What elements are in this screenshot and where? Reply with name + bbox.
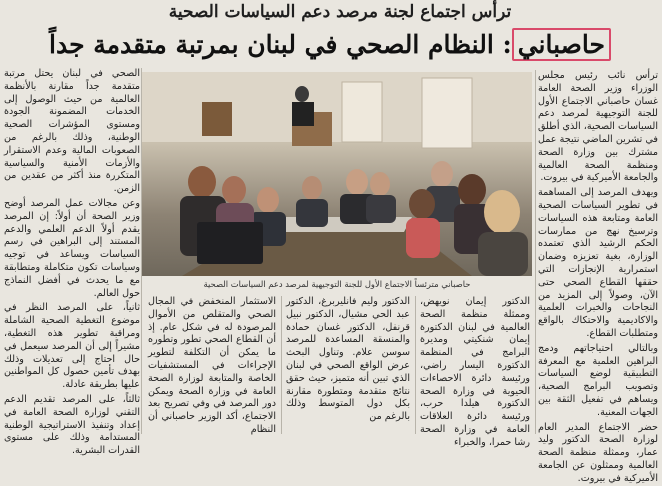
right-paragraph: ترأس نائب رئيس مجلس الوزراء وزير الصحة العامة غسان حاصباني الاجتماع الأول للجنة التوجيهية لمرصد دعم السياسات الصحية، الذي أطلق في تشرين الماضي نتيجة عمل مشترك بين وزارة الصحة ومنظمة الصحة العالمية والجامعة الأميركية في بيروت.: [538, 70, 658, 184]
bottom-text-column: الاستثمار المنخفض في المجال الصحي والمتقلص من الأموال المرصودة له في شكل عام. إذ أن القطاع الصحي تطور وتطوره ما يمكن أن التكلفة لتطوير الإجراءات في المستشفيات الخاصة والمتابعة لوزارة الصحة العامة في وزارة الصحة ويمكن دور المرصد في وفي تصريح بعد الاجتماع، أكد الوزير حاصباني أن النظام: [148, 296, 276, 435]
bottom-text-column: الدكتور إيمان نويهض، وممثلة منظمة الصحة العالمية في لبنان الدكتورة إيمان شنكيتي ومديرة البرامج في المنظمة الدكتورة اليسار راضي، ورئيسة دائرة الاحصاءات الحيوية في وزارة الصحة الدكتورة هيلدا حرب، ورئيسة دائرة العلاقات العامة في وزارة الصحة رشا حمرا، والخبراء: [420, 296, 530, 448]
meeting-scene-illustration: [142, 72, 532, 276]
meeting-photo: [142, 72, 532, 276]
left-paragraph: الصحي في لبنان يحتل مرتبة متقدمة جداً مقارنة بالأنظمة العالمية من حيث الوصول إلى الخدمات المضمونة الجودة ومستوى المؤشرات الصحية الوطنية، وذلك بالرغم من الصعوبات المالية وعدم الاستقرار والأزمات الأمنية والسياسية المتكررة منذ أكثر من عقدين من الزمن.: [4, 68, 140, 195]
right-text-column: [538, 70, 658, 484]
right-paragraph: ويهدف المرصد إلى المساهمة في تطوير السياسات الصحية العامة ومتابعة هذه السياسات وترسيخ نهج من ممارسات الحكم الرشيد الذي تعتمده الوزارة، بغية تعزيزه وضمان استمرارية الإنجازات التي حققها القطاع الصحي حتى الآن، وصولاً إلى المزيد من النجاحات والخبرات العلمية والاكاديمية والاحتكاك بالواقع ومتطلبات القطاع.: [538, 187, 658, 339]
photo-caption: حاصباني مترئساً الاجتماع الأول للجنة التوجيهية لمرصد دعم السياسات الصحية: [203, 279, 471, 289]
right-paragraph: حضر الاجتماع المدير العام لوزارة الصحة الدكتور وليد عمار، وممثلة منظمة الصحة العالمية وممثلون عن الجامعة الأميركية في بيروت.: [538, 421, 658, 484]
article-headline: [40, 28, 620, 61]
column-divider: [535, 70, 536, 434]
column-divider: [281, 296, 282, 434]
left-paragraph: ثانياً، على المرصد النظر في موضوع التغطية الصحية الشاملة ومراقبة تطوير هذه التغطية، مشيراً إلى أن المرصد سيعمل في حال احتاج إلى تعديلات وذلك بهدف تأمين حصول كل المواطنين عليها بطريقة عادلة.: [4, 302, 140, 391]
left-text-column: [4, 68, 140, 457]
bottom-text-column: الدكتور وليم فانليربرغ، الدكتور عبد الحي مشيال، الدكتور نبيل قرنفل، الدكتور غسان حمادة والمنسقة المساعدة للمرصد سوسن علام. وتناول البحث عرض الواقع الصحي في لبنان الذي تبين أنه متميز، حيث حقق نتائج متقدمة ومتطورة مقارنة بكل دول المتوسط وذلك بالرغم من: [286, 296, 410, 423]
headline-highlighted-name: حاصباني: [512, 28, 611, 61]
right-paragraph: وبالتالي احتياجاتهم ودمج البراهين العلمية مع المعرفة التطبيقية لوضع السياسات وتصويب البرامج الصحية، ويساهم في تفعيل الثقة بين الجهات المعنية.: [538, 342, 658, 418]
left-paragraph: ثالثاً، على المرصد تقديم الدعم التقني لوزارة الصحة العامة في إعداد وتنفيذ الاستراتيجية الوطنية المستدامة وذلك على مستوى القدرات البشرية.: [4, 393, 140, 457]
left-paragraph: وعن مجالات عمل المرصد أوضح وزير الصحة أن أولاً: إن المرصد يقدم أولاً الدعم العلمي والدعم المستند إلى البراهين في رسم السياسات ويساعد في توجيه وسياسات تكون متكاملة ومتطابقة مع ما يحدث في أفضل النماذج حول العالم.: [4, 197, 140, 299]
headline-text: : النظام الصحي في لبنان بمرتبة متقدمة جداً: [49, 30, 512, 59]
column-divider: [415, 296, 416, 434]
article-kicker: ترأس اجتماع لجنة مرصد دعم السياسات الصحية: [168, 2, 512, 22]
